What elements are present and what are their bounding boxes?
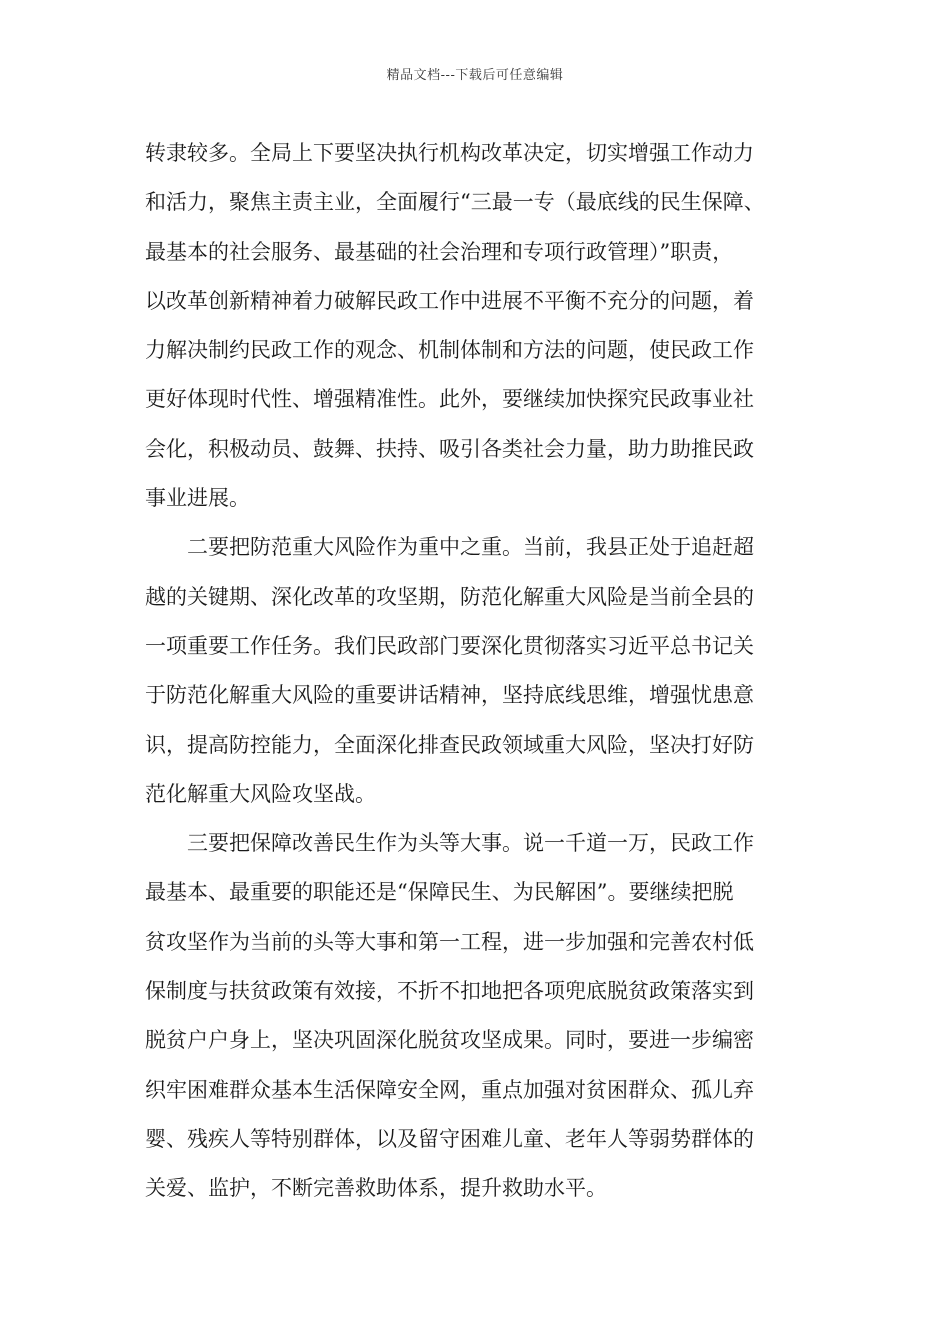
text-line: 会化，积极动员、鼓舞、扶持、吸引各类社会力量，助力助推民政 [145,436,754,461]
text-line: 织牢困难群众基本生活保障安全网，重点加强对贫困群众、孤儿弃 [145,1077,754,1102]
text-line: 转隶较多。全局上下要坚决执行机构改革决定，切实增强工作动力 [145,141,754,165]
text-line: 贫攻坚作为当前的头等大事和第一工程，进一步加强和完善农村低 [145,929,754,954]
text-line: 识，提高防控能力，全面深化排查民政领域重大风险，坚决打好防 [145,732,754,757]
text-line: 范化解重大风险攻坚战。 [145,781,376,806]
text-line: 和活力，聚焦主责主业，全面履行“三最一专（最底线的民生保障、 [145,190,765,215]
text-line: 力解决制约民政工作的观念、机制体制和方法的问题，使民政工作 [145,338,754,363]
text-line: 关爱、监护，不断完善救助体系，提升救助水平。 [145,1176,607,1201]
text-line: 最基本、最重要的职能还是“保障民生、为民解困”。要继续把脱 [145,880,734,905]
text-line: 越的关键期、深化改革的攻坚期，防范化解重大风险是当前全县的 [145,584,754,609]
text-line: 二要把防范重大风险作为重中之重。当前，我县正处于追赶超 [145,535,754,560]
text-line: 最基本的社会服务、最基础的社会治理和专项行政管理）”职责， [145,239,734,264]
text-line: 以改革创新精神着力破解民政工作中进展不平衡不充分的问题，着 [145,288,754,313]
text-line: 更好体现时代性、增强精准性。此外，要继续加快探究民政事业社 [145,387,754,412]
text-line: 于防范化解重大风险的重要讲话精神，坚持底线思维，增强忧患意 [145,683,754,708]
text-line: 事业进展。 [145,486,250,511]
body-text [145,129,810,1214]
text-line: 三要把保障改善民生作为头等大事。说一千道一万，民政工作 [145,831,754,856]
text-line: 一项重要工作任务。我们民政部门要深化贯彻落实习近平总书记关 [145,633,754,658]
text-line: 保制度与扶贫政策有效接，不折不扣地把各项兜底脱贫政策落实到 [145,979,754,1004]
text-line: 婴、残疾人等特别群体，以及留守困难儿童、老年人等弱势群体的 [145,1126,754,1151]
page-header: 精品文档---下载后可任意编辑 [386,68,564,83]
text-line: 脱贫户户身上，坚决巩固深化脱贫攻坚成果。同时，要进一步编密 [145,1028,754,1053]
